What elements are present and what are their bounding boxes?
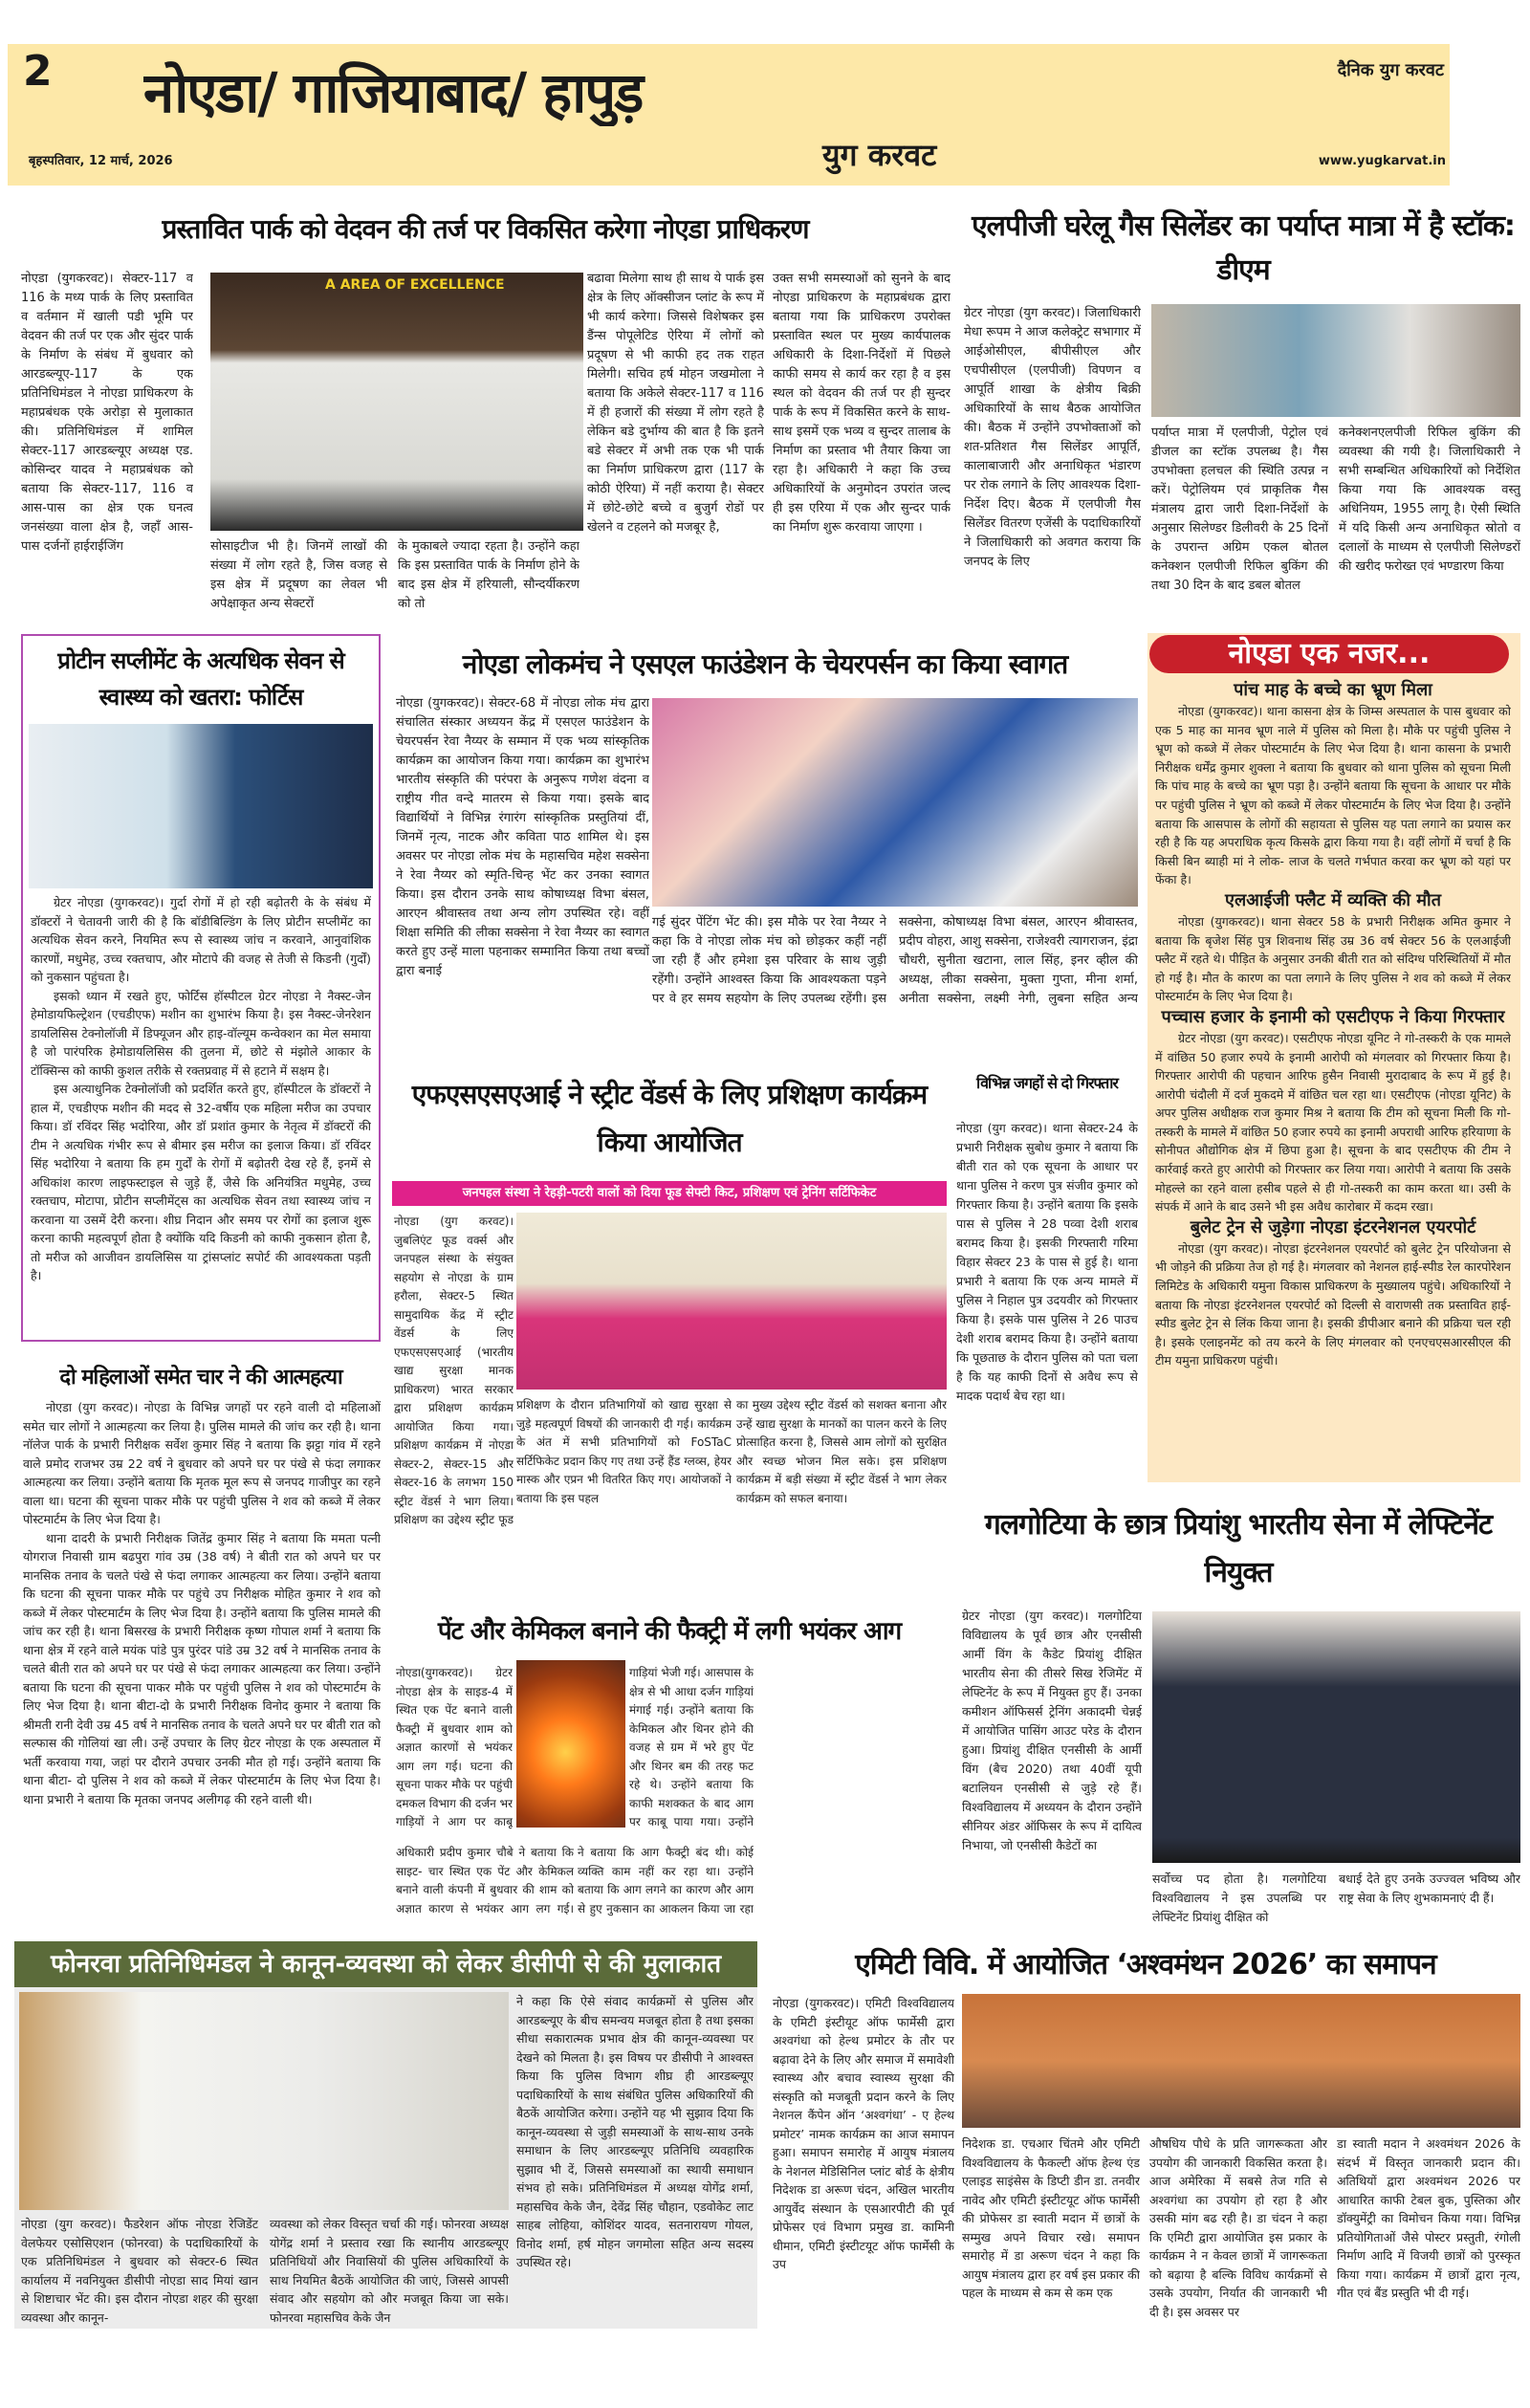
article-fire-col1: नोएडा(युगकरवट)। ग्रेटर नोएडा क्षेत्र के साइड-4 में स्थित एक पेंट बनाने वाली फैक्ट्री में बुधवार शाम को अज्ञात कारणों से भयंकर आग लग गई। घटना की सूचना पाकर मौके पर पहुंची दमकल विभाग की दर्जन भर गाड़ियों ने आग पर काबू: [396, 1666, 513, 1828]
photo-lpg-meeting: [1151, 304, 1520, 417]
paper-name-top: दैनिक युग करवट: [1337, 60, 1444, 80]
article-galgotia-col3: बधाई देते हुए उनके उज्ज्वल भविष्य और राष्ट्र सेवा के लिए शुभकामनाएं दी हैं।: [1339, 1872, 1520, 1905]
issue-date: बृहस्पतिवार, 12 मार्च, 2026: [29, 154, 173, 168]
photo-fssai-training: [516, 1213, 947, 1390]
article-amity-col4: डा स्वाती मदान ने अश्वमंथन 2026 के संदर्भ में विस्तृत जानकारी प्रदान की। अतिथियों द्वारा अश्वमंथन 2026 पर आधारित काफी टेबल बुक, पुस्तिका और डॉक्युमेंट्री का विमोचन किया गया। विभिन्न प्रतियोगिताओं जैसे पोस्टर प्रस्तुती, रंगोली निर्माण आदि में विजयी छात्रों को पुरस्कृत किया गया। कार्यक्रम में छात्रों द्वारा नृत्य, गीत एवं बैंड प्रस्तुति भी दी गई।: [1337, 2136, 1520, 2300]
nazar-item-text: ग्रेटर नोएडा (युग करवट)। एसटीएफ नोएडा यूनिट ने गो-तस्करी के एक मामले में वांछित 50 हजार रुपये के इनामी आरोपी को मंगलवार को गिरफ्तार किया है। गिरफ्तार आरोपी की पहचान आरिफ हुसैन निवासी मुरादाबाद के रूप में हुई है। आरोपी चंदौली में दर्ज मुकदमे में वांछित चल रहा था। एसटीएफ (नोएडा यूनिट) के अपर पुलिस अधीक्षक राज कुमार मिश्र ने बताया कि टीम को सूचना मिली कि गो-तस्करी के मामले में वांछित 50 हजार रुपये का इनामी अपराधी आरिफ हरियाणा के सोनीपत औद्योगिक क्षेत्र में छिपा हुआ है। सूचना के बाद एसटीएफ की टीम ने कार्रवाई करते हुए आरोपी को गिरफ्तार कर लिया गया। आरोपी ने बताया कि उसके मोहल्ले का रहने वाला हसीब पहले से ही गो-तस्करी का काम करता था। उसी के संपर्क में आने के बाद उसने भी इस अवैध कारोबार में कदम रखा।: [1155, 1030, 1511, 1215]
headline-fssai: एफएसएसएआई ने स्ट्रीट वेंडर्स के लिए प्रशिक्षण कार्यक्रम किया आयोजित: [411, 1079, 928, 1158]
article-park-col3: के मुकाबले ज्यादा रहता है। उन्होंने कहा कि इस प्रस्तावित पार्क के निर्माण होने के बाद इस क्षेत्र में हरियाली, सौन्दर्यीकरण को तो: [398, 539, 579, 611]
article-amity-col2: निदेशक डा. एचआर चिंतमे और एमिटी विश्वविद्यालय के फैकल्टी ऑफ हेल्थ एंड एलाइड साइंसेस के डिप्टी डीन डा. तनवीर नावेद और एमिटी इंस्टीटयूट ऑफ फार्मेसी की प्रोफेसर डा स्वाती मदान में छात्रों के सम्मुख अपने विचार रखे। समापन समारोह में डा अरूण चंदन ने कहा कि आयुष मंत्रालय द्वारा हर वर्ष इस प्रकार की पहल के माध्यम से कम से कम एक: [962, 2136, 1140, 2300]
article-fire-col2: गाड़ियां भेजी गई। आसपास के क्षेत्र से भी आधा दर्जन गाड़ियां मंगाई गई। उन्होंने बताया कि केमिकल और थिनर होने की वजह से ग्रम में भरे हुए पेंट और थिनर बम की तरह फट रहे थे। उन्होंने बताया कि काफी मशक्कत के बाद आग पर काबू पाया गया। उन्होंने: [629, 1666, 754, 1828]
suicide-p2: थाना दादरी के प्रभारी निरीक्षक जितेंद्र कुमार सिंह ने बताया कि ममता पत्नी योगराज निवासी ग्राम बढपुरा गांव उम्र (38 वर्ष) ने बीती रात को अपने घर पर मानसिक तनाव के चलते पंखे से फंदा लगाकर आत्महत्या कर लिया। उन्होंने बताया कि घटना की सूचना पाकर मौके पर पहुंचे उप निरीक्षक मोहित कुमार ने शव को कब्जे में लेकर पोस्टमार्टम के लिए भेज दिया है। उन्होंने बताया कि पुलिस मामले की जांच कर रही है। थाना बिसरख के प्रभारी निरीक्षक कृष्ण गोपाल शर्मा ने बताया कि थाना क्षेत्र में रहने वाले मयंक पांडे पुत्र पुरंदर पांडे उम्र 32 वर्ष ने मानसिक तनाव के चलते बीती रात को अपने घर पर पंखे से फंदा लगाकर आत्महत्या कर लिया। उन्होंने बताया कि घटना की सूचना पाकर मौके पर पहुंची पुलिस ने शव को पोस्टमार्टम के लिए भेज दिया है। थाना बीटा-दो के प्रभारी निरीक्षक विनोद कुमार ने बताया कि श्रीमती रानी देवी उम्र 45 वर्ष ने मानसिक तनाव के चलते अपने घर पर बीती रात को सल्फास की गोलियां खा ली। उन्हें उपचार के लिए ग्रेटर नोएडा के एक अस्पताल में भर्ती करवाया गया, जहां पर दौराने उपचार उनकी मौत हो गई। उन्होंने बताया कि थाना बीटा- दो पुलिस ने शव को कब्जे में लेकर पोस्टमार्टम के लिए भेज दिया है। थाना प्रभारी ने बताया कि मृतका जनपद अलीगढ़ की रहने वाली थी।: [23, 1530, 381, 1806]
nazar-item-title: पांच माह के बच्चे का भ्रूण मिला: [1234, 680, 1432, 700]
headline-fonrwa: फोनरवा प्रतिनिधिमंडल ने कानून-व्यवस्था को लेकर डीसीपी से की मुलाकात: [14, 1941, 757, 1987]
section-title: नोएडा/ गाजियाबाद/ हापुड़: [143, 60, 643, 125]
nazar-item: [1155, 1216, 1511, 1370]
nazar-item-text: नोएडा (युगकरवट)। थाना कासना क्षेत्र के जिम्स अस्पताल के पास बुधवार को एक 5 माह का मानव भ्रूण नाले में पुलिस को मिला है। मौके पर पहुंची पुलिस ने भ्रूण को कब्जे में लेकर पोस्टमार्टम के लिए भेज दिया है। थाना कासना के प्रभारी निरीक्षक धर्मेंद्र कुमार शुक्ला ने बताया कि बुधवार को थाना पुलिस को सूचना मिली कि पांच माह के बच्चे का भ्रूण पड़ा है। उन्होंने बताया कि सूचना के आधार पर मौके पर पहुंची पुलिस ने भ्रूण को कब्जे में लेकर पोस्टमार्टम के लिए भेज दिया है। उन्होंने बताया कि आसपास के लोगों की सहायता से पुलिस यह पता लगाने का प्रयास कर रही है कि यह अपराधिक कृत्य किसके द्वारा किया गया है। वहीं लोगों में चर्चा है कि किसी बिन ब्याही मां ने लोक- लाज के चलते गर्भपात करवा कर भ्रूण को यहां पर फेंका है।: [1155, 704, 1511, 887]
nazar-item: [1155, 679, 1511, 889]
nazar-items: [1155, 679, 1511, 1478]
article-protein-body: [31, 893, 371, 1337]
article-fire-col4: ने बताया कि आग फैक्ट्री बंद थी। कोई व्यक्ति काम नहीं कर रहा था। उन्होंने बताया कि आग लगने का कारण और आग से हुए नुकसान का आकलन किया जा रहा: [578, 1846, 754, 1915]
suicide-p1: नोएडा (युग करवट)। नोएडा के विभिन्न जगहों पर रहने वाली दो महिलाओं समेत चार लोगों ने आत्महत्या कर लिया है। पुलिस मामले की जांच कर रही है। थाना नॉलेज पार्क के प्रभारी निरीक्षक सर्वेश कुमार सिंह ने बताया कि झट्टा गांव में रहने वाले प्रमोद राजभर उम्र 22 वर्ष ने बुधवार को अपने घर पर पंखे से फंदा लगाकर आत्महत्या कर लिया। उन्होंने बताया कि मृतक मूल रूप से जनपद गाजीपुर का रहने वाला था। घटना की सूचना पाकर मौके पर पहुंची पुलिस ने शव को कब्जे में लेकर पोस्टमार्टम के लिए भेज दिया है।: [23, 1400, 381, 1526]
nazar-item: [1155, 889, 1511, 1006]
headline-suicide: दो महिलाओं समेत चार ने की आत्महत्या: [59, 1366, 342, 1390]
article-fonrwa-col1: नोएडा (युग करवट)। फैडरेशन ऑफ नोएडा रेजिडेंट वेलफेयर एसोसिएशन (फोनरवा) के पदाधिकारियों के एक प्रतिनिधिमंडल ने बुधवार को सेक्टर-6 स्थित कार्यालय में नवनियुक्त डीसीपी नोएडा साद मियां खान से शिष्टाचार भेंट की। इस दौरान नोएडा शहर की सुरक्षा व्यवस्था और कानून-: [21, 2217, 258, 2325]
article-lpg-col3: कनेक्शनएलपीजी रिफिल बुकिंग की व्यवस्था की गयी है। जिलाधिकारी ने सभी सम्बन्धित अधिकारियों को निर्देशित किया गया कि आवश्यक वस्तु अधिनियम, 1955 लागू है। ऐसी स्थिति में यदि किसी अन्य अनाधिकृत स्रोतो व दलालों के माध्यम से एलपीजी सिलेण्डरों की खरीद फरोख्त एवं भण्डारण किया: [1339, 426, 1520, 574]
photo-fonrwa-meeting: [19, 1992, 509, 2210]
photo-fire: [516, 1660, 625, 1828]
nazar-item-text: नोएडा (युगकरवट)। थाना सेक्टर 58 के प्रभारी निरीक्षक अमित कुमार ने बताया कि बृजेश सिंह पुत्र शिवनाथ सिंह उम्र 36 वर्ष सेक्टर 56 के एलआईजी फ्लैट में रहते थे। पीड़ित के अनुसार उनकी बीती रात को संदिग्ध परिस्थितियों में मौत हो गई है। मौत के कारण का पता लगाने के लिए पुलिस ने शव को कब्जे में लेकर पोस्टमार्टम के लिए भेज दिया है।: [1155, 913, 1511, 1004]
photo-galgotia-cadets: [1152, 1611, 1520, 1863]
article-fssai-col1: नोएडा (युग करवट)। जुबलिएंट फूड वर्क्स और जनपहल संस्था के संयुक्त सहयोग से नोएडा के ग्राम हरौला, सेक्टर-5 स्थित सामुदायिक केंद्र में स्ट्रीट वेंडर्स के लिए एफएसएसएआई (भारतीय खाद्य सुरक्षा मानक प्राधिकरण) भारत सरकार द्वारा प्रशिक्षण कार्यक्रम आयोजित किया गया। प्रशिक्षण कार्यक्रम में नोएडा सेक्टर-2, सेक्टर-15 और सेक्टर-16 के लगभग 150 स्ट्रीट वेंडर्स ने भाग लिया। प्रशिक्षण का उद्देश्य स्ट्रीट फूड: [394, 1215, 514, 1526]
headline-protein: प्रोटीन सप्लीमेंट के अत्यधिक सेवन से स्वास्थ्य को खतरा: फोर्टिस: [57, 647, 344, 711]
article-fonrwa-col2: व्यवस्था को लेकर विस्तृत चर्चा की गई। फोनरवा अध्यक्ष योगेंद्र शर्मा ने प्रस्ताव रखा कि स्थानीय आरडब्ल्यूए प्रतिनिधियों और निवासियों की पुलिस अधिकारियों के साथ नियमित बैठकें आयोजित की जाएं, जिससे आपसी संवाद और सहयोग को और मजबूत किया जा सके। फोनरवा महासचिव केके जैन: [270, 2217, 509, 2325]
headline-fire: पेंट और केमिकल बनाने की फैक्ट्री में लगी भयंकर आग: [437, 1617, 902, 1646]
photo-amity-event: [962, 1994, 1520, 2128]
article-park-col4: बढावा मिलेगा साथ ही साथ ये पार्क इस क्षेत्र के लिए ऑक्सीजन प्लांट के रूप में भी कार्य करेगा। जिससे विशेषकर इस डैंन्स पोपूलेटिड ऐरिया में लोगों को प्रदूषण से भी काफी हद तक राहत मिलेगी। सचिव हर्ष मोहन जखमोला ने बताया कि अकेले सेक्टर-117 व 116 में ही हजारों की संख्या में लोग रहते है लेकिन बडे दुर्भाग्य की बात है कि इतने बडे सेक्टर में अभी तक एक भी पार्क का निर्माण प्राधिकरण द्वारा (117 के कोठी ऐरिया) में नहीं कराया है। सेक्टर में छोटे-छोटे बच्चे व बुजुर्ग रोडों पर खेलने व टहलने को मजबूर है,: [587, 272, 764, 535]
paper-name: युग करवट: [822, 137, 937, 173]
nazar-item-title: पच्चास हजार के इनामी को एसटीएफ ने किया गिरफ्तार: [1161, 1006, 1505, 1027]
article-park-col5: उक्त सभी समस्याओं को सुनने के बाद नोएडा प्राधिकरण के महाप्रबंधक द्वारा बताया गया कि प्राधिकरण उपरोक्त प्रस्तावित स्थल पर मुख्य कार्यपालक अधिकारी के दिशा-निर्देशों में पिछले काफी समय से कार्य कर रहा है व इस स्थल को वेदवन की तर्ज पर ही सुन्दर पार्क के रूप में विकसित करने के साथ-साथ इसमें एक भव्य व सुन्दर तालाब के निर्माण का प्रस्ताव भी तैयार किया जा रहा है। अधिकारी ने कहा कि उच्च अधिकारियों के अनुमोदन उपरांत जल्द ही इस एरिया में एक और सुन्दर पार्क का निर्माण शुरू करवाया जाएगा ।: [773, 272, 951, 535]
headline-park: प्रस्तावित पार्क को वेदवन की तर्ज पर विकसित करेगा नोएडा प्राधिकरण: [162, 213, 809, 245]
nazar-item: [1155, 1006, 1511, 1216]
headline-lokmanch: नोएडा लोकमंच ने एसएल फाउंडेशन के चेयरपर्सन का किया स्वागत: [462, 648, 1068, 680]
article-lpg-col1: ग्रेटर नोएडा (युग करवट)। जिलाधिकारी मेधा रूपम ने आज कलेक्ट्रेट सभागार में आईओसीएल, बीपीसीएल और एचपीसीएल (एलपीजी) विपणन व आपूर्ति शाखा के क्षेत्रीय बिक्री अधिकारियों के साथ बैठक आयोजित की। बैठक में उन्होंने उपभोक्ताओं को शत-प्रतिशत गैस सिलेंडर आपूर्ति, कालाबाजारी और अनाधिकृत भंडारण पर रोक लगाने के लिए आवश्यक दिशा-निर्देश दिए। बैठक में एलपीजी गैस सिलेंडर वितरण एजेंसी के पदाधिकारियों ने जिलाधिकारी को अवगत कराया कि जनपद के लिए: [964, 306, 1141, 569]
nazar-item-text: नोएडा (युग करवट)। नोएडा इंटरनेशनल एयरपोर्ट को बुलेट ट्रेन परियोजना से भी जोड़ने की प्रक्रिया तेज हो गई है। मंगलवार को नेशनल हाई-स्पीड रेल कारपोरेशन लिमिटेड के अधिकारी यमुना विकास प्राधिकरण के मुख्यालय पहुंचे। अधिकारियों ने बताया कि नोएडा इंटरनेशनल एयरपोर्ट को दिल्ली से वाराणसी तक प्रस्तावित हाई-स्पीड बुलेट ट्रेन से लिंक किया जाना है। इसकी डीपीआर बनाने की प्रक्रिया चल रही है। इसके एलाइनमेंट को तय करने के लिए मंगलवार को एनएचएसआरसीएल की टीम यमुना प्राधिकरण पहुंची।: [1155, 1240, 1511, 1368]
photo-protein-doctors: [29, 724, 373, 888]
article-fssai-col3: का मुख्य उद्देश्य स्ट्रीट वेंडर्स को सशक्त बनाना और उन्हें खाद्य सुरक्षा के मानकों का पालन करने के लिए प्रोत्साहित करना है, जिससे आम लोगों को सुरक्षित और स्वच्छ भोजन मिल सके। इस प्रशिक्षण कार्यक्रम में बड़ी संख्या में स्ट्रीट वेंडर्स ने भाग लेकर कार्यक्रम को सफल बनाया।: [736, 1398, 947, 1505]
article-amity-col3: औषधिय पौधे के प्रति जागरूकता और उपयोग की जानकारी विकसित करता है। आज अमेरिका में सबसे तेज गति से अश्वगंधा का उपयोग हो रहा है और उसकी मांग बढ रही है। डा चंदन ने कहा कि एमिटी द्वारा आयोजित इस प्रकार के कार्यक्रम ने न केवल छात्रों में जागरूकता को बढ़ाया है बल्कि विविध कार्यक्रमों से उसके उपयोग, निर्यात की जानकारी भी दी है। इस अवसर पर: [1149, 2136, 1327, 2319]
headline-amity: एमिटी विवि. में आयोजित ‘अश्वमंथन 2026’ का समापन: [855, 1948, 1436, 1981]
article-park-col1: नोएडा (युगकरवट)। सेक्टर-117 व 116 के मध्य पार्क के लिए प्रस्तावित व वर्तमान में खाली पडी भूमि पर वेदवन की तर्ज पर एक और सुंदर पार्क के निर्माण के संबंध में बुधवार को आरडब्ल्यूए-117 के एक प्रतिनिधिमंडल ने नोएडा प्राधिकरण के महाप्रबंधक एके अरोड़ा से मुलाकात की। प्रतिनिधिमंडल में शामिल सेक्टर-117 आरडब्ल्यूए अध्यक्ष एड. कोसिन्दर यादव ने महाप्रबंधक को बताया कि सेक्टर-117, 116 व आस-पास का क्षेत्र एक घनत्व जनसंख्या वाला क्षेत्र है, जहाँ आस-पास दर्जनों हाईराईजिंग: [21, 272, 193, 554]
article-lokmanch-col2: गई सुंदर पेंटिंग भेंट की। इस मौके पर रेवा नैय्यर ने कहा कि वे नोएडा लोक मंच को छोड़कर कहीं नहीं जा रही हैं और हमेशा इस परिवार के साथ जुड़ी रहेंगी। उन्होंने आश्वस्त किया कि आवश्यकता पड़ने पर वे हर समय सहयोग के लिए उपलब्ध रहेंगी। इस: [652, 915, 886, 1006]
headline-galgotia: गलगोटिया के छात्र प्रियांशु भारतीय सेना में लेफ्टिनेंट नियुक्त: [984, 1508, 1493, 1589]
article-lpg-col2: पर्याप्त मात्रा में एलपीजी, पेट्रोल एवं डीजल का स्टॉक उपलब्ध है। गैस उपभोक्ता हलचल की स्थिति उत्पन्न न करें। पेट्रोलियम एवं प्राकृतिक गैस मंत्रालय द्वारा जारी दिशा-निर्देशों के अनुसार सिलेण्डर डिलीवरी के 25 दिनों के उपरान्त अग्रिम एकल बोतल कनेक्शन एलपीजी रिफिल बुकिंग की तथा 30 दिन के बाद डबल बोतल: [1151, 426, 1328, 593]
headline-lpg: एलपीजी घरेलू गैस सिलेंडर का पर्याप्त मात्रा में है स्टॉक: डीएम: [972, 209, 1515, 287]
fssai-strap: जनपहल संस्था ने रेहड़ी-पटरी वालों को दिया फूड सेफ्टी किट, प्रशिक्षण एवं ट्रेनिंग सर्टिफिकेट: [392, 1181, 947, 1206]
photo-lokmanch-event: [652, 698, 1138, 907]
article-arrests: नोएडा (युग करवट)। थाना सेक्टर-24 के प्रभारी निरीक्षक सुबोध कुमार ने बताया कि बीती रात को एक सूचना के आधार पर थाना पुलिस ने करण पुत्र संजीव कुमार को गिरफ्तार किया है। उन्होंने बताया कि इसके पास से पुलिस ने 28 पव्वा देशी शराब बरामद किया है। इसकी गिरफ्तारी गरिमा विहार सेक्टर 23 के पास से हुई है। थाना प्रभारी ने बताया कि एक अन्य मामले में पुलिस ने निहाल पुत्र उदयवीर को गिरफ्तार किया है। इसके पास पुलिस ने 26 पाउच देशी शराब बरामद किया है। उन्होंने बताया कि पूछताछ के दौरान पुलिस को पता चला है कि यह काफी दिनों से अवैध रूप से मादक पदार्थ बेच रहा था।: [956, 1121, 1138, 1403]
article-suicide-body: [23, 1398, 381, 1911]
protein-p3: इस अत्याधुनिक टेक्नोलॉजी को प्रदर्शित करते हुए, हॉस्पीटल के डॉक्टरों ने हाल में, एचडीएफ मशीन की मदद से 32-वर्षीय एक महिला मरीज का उपचार किया। डॉ रविंदर सिंह भदोरिया, और डॉ प्रशांत कुमार के नेतृत्व में डॉक्टरों की टीम ने अत्यधिक गंभीर रूप से बीमार इस मरीज का इलाज किया। डॉ रविंदर सिंह भदोरिया ने बताया कि हम गुर्दों के रोगों में बढ़ोतरी देख रहे हैं, इनमें से अधिकांश कारण लाइफस्टाइल से जुड़े हैं, जैसे कि अनियंत्रित मधुमेह, उच्च रक्तचाप, मोटापा, प्रोटीन सप्लीमेंट्स का अत्यधिक सेवन तथा स्वास्थ्य जांच न करवाना या उसमें देरी करना। शीघ्र निदान और समय पर रोगों का इलाज शुरू करना काफी महत्वपूर्ण होता है क्योंकि यदि किडनी को काफी नुकसान होता है, तो मरीज को आजीवन डायलिसिस या ट्रांसप्लांट सपोर्ट की आवश्यकता पड़ती है।: [31, 1082, 371, 1282]
website: www.yugkarvat.in: [1318, 154, 1446, 168]
headline-arrests: विभिन्न जगहों से दो गिरफ्तार: [976, 1074, 1118, 1092]
article-galgotia-col2: सर्वोच्च पद होता है। गलगोटिया विश्वविद्यालय ने इस उपलब्धि पर लेफ्टिनेंट प्रियांशु दीक्षित को: [1152, 1872, 1326, 1924]
article-amity-col1: नोएडा (युगकरवट)। एमिटी विश्वविद्यालय के एमिटी इंस्टीयूट ऑफ फार्मेसी द्वारा अश्वगंधा को हेल्थ प्रमोटर के तौर पर बढ़ावा देने के लिए और समाज में समावेशी स्वास्थ्य और बचाव स्वास्थ्य सुरक्षा की संस्कृति को मजबूती प्रदान करने के लिए नेशनल कैंपेन ऑन ‘अश्वगंधा’ - ए हेल्थ प्रमोटर’ नामक कार्यक्रम का आज समापन हुआ। समापन समारोह में आयुष मंत्रालय के नेशनल मेडिसिनिल प्लांट बोर्ड के क्षेत्रीय निदेशक डा अरूण चंदन, अखिल भारतीय आयुर्वेद संस्थान के एसआरपीटी की पूर्व प्रोफेसर एवं विभाग प्रमुख डा. कामिनी धीमान, एमिटी इंस्टीटयूट ऑफ फार्मेसी के उप: [773, 1996, 954, 2271]
article-park-col2: सोसाइटीज भी है। जिनमें लाखों की संख्या में लोग रहते है, जिस वजह से इस क्षेत्र में प्रदूषण का लेवल भी अपेक्षाकृत अन्य सेक्टरों: [210, 539, 387, 611]
photo-park-meeting: [210, 273, 583, 531]
page-number: 2: [23, 47, 53, 96]
nazar-banner: नोएडा एक नजर...: [1149, 635, 1509, 673]
photo-sign: A AREA OF EXCELLENCE: [325, 277, 505, 293]
nazar-item-title: एलआईजी फ्लैट में व्यक्ति की मौत: [1225, 889, 1441, 910]
article-galgotia-col1: ग्रेटर नोएडा (युग करवट)। गलगोटिया विविद्यालय के पूर्व छात्र और एनसीसी आर्मी विंग के कैडेट प्रियांशु दीक्षित भारतीय सेना की तीसरे सिख रेजिमेंट में लेफ्टिनेंट के रूप में नियुक्त हुए हैं। उनका कमीशन ऑफिसर्स ट्रेनिंग अकादमी चेन्नई में आयोजित पासिंग आउट परेड के दौरान हुआ। प्रियांशु दीक्षित एनसीसी के आर्मी विंग (बैच 2020) तथा 40वीं यूपी बटालियन एनसीसी से जुड़े रहे हैं। विश्वविद्यालय में अध्ययन के दौरान उन्होंने सीनियर अंडर ऑफिसर के रूप में दायित्व निभाया, जो एनसीसी कैडेटों का: [962, 1609, 1142, 1852]
article-lokmanch-col1: नोएडा (युगकरवट)। सेक्टर-68 में नोएडा लोक मंच द्वारा संचालित संस्कार अध्ययन केंद्र में एसएल फाउंडेशन के चेयरपर्सन रेवा नैय्यर के सम्मान में एक भव्य सांस्कृतिक कार्यक्रम का आयोजन किया गया। कार्यक्रम का शुभारंभ भारतीय संस्कृति की परंपरा के अनुरूप गणेश वंदना व राष्ट्रीय गीत वन्दे मातरम से किया गया। इसके बाद विद्यार्थियों ने विभिन्न रंगारंग सांस्कृतिक प्रस्तुतियां दीं, जिनमें नृत्य, नाटक और कविता पाठ शामिल थे। इस अवसर पर नोएडा लोक मंच के महासचिव महेश सक्सेना ने रेवा नैय्यर को स्मृति-चिन्ह भेंट कर उनका स्वागत किया। इस दौरान उनके साथ कोषाध्यक्ष विभा बंसल, आरएन श्रीवास्तव तथा अन्य लोग उपस्थित रहे। वहीं शिक्षा समिति की लीका सक्सेना ने रेवा नैय्यर का स्वागत करते हुए उन्हें माला पहनाकर सम्मानित किया तथा बच्चों द्वारा बनाई: [396, 696, 649, 978]
article-fssai-col2: प्रशिक्षण के दौरान प्रतिभागियों को खाद्य सुरक्षा से जुड़े महत्वपूर्ण विषयों की जानकारी दी गई। कार्यक्रम के अंत में सभी प्रतिभागियों को FoSTaC सर्टिफिकेट प्रदान किए गए तथा उन्हें हैंड ग्लव्स, हेयर मास्क और एप्रन भी वितरित किए गए। आयोजकों ने बताया कि इस पहल: [516, 1398, 732, 1505]
article-fire-col3: अधिकारी प्रदीप कुमार चौबे ने बताया कि साइट- चार स्थित एक पेंट और केमिकल बनाने वाली कंपनी में बुधवार की शाम को अज्ञात कारण से भयंकर आग लग गई।: [396, 1846, 574, 1915]
article-fonrwa-col3: ने कहा कि ऐसे संवाद कार्यक्रमों से पुलिस और आरडब्ल्यूए के बीच समन्वय मजबूत होता है तथा इसका सीधा सकारात्मक प्रभाव क्षेत्र की कानून-व्यवस्था पर देखने को मिलता है। इस विषय पर डीसीपी ने आश्वस्त किया कि पुलिस विभाग शीघ्र ही आरडब्ल्यूए पदाधिकारियों के साथ संबंधित पुलिस अधिकारियों की बैठकें आयोजित करेगा। उन्होंने यह भी सुझाव दिया कि कानून-व्यवस्था से जुड़ी समस्याओं के साथ-साथ उनके समाधान के लिए आरडब्ल्यूए प्रतिनिधि व्यवहारिक सुझाव भी दें, जिससे समस्याओं का स्थायी समाधान संभव हो सके। प्रतिनिधिमंडल में अध्यक्ष योगेंद्र शर्मा, महासचिव केके जैन, देवेंद्र सिंह चौहान, एडवोकेट लाट साहब लोहिया, कोशिंदर यादव, सतनारायण गोयल, विनोद शर्मा, हर्ष मोहन जगमोला सहित अन्य सदस्य उपस्थित रहे।: [516, 1994, 754, 2269]
article-lokmanch-col3: सक्सेना, कोषाध्यक्ष विभा बंसल, आरएन श्रीवास्तव, प्रदीप वोहरा, आशु सक्सेना, राजेश्वरी त्यागराजन, इंद्रा चौधरी, सुनीता खटाना, लाल सिंह, इनर व्हील की अध्यक्ष, लीका सक्सेना, मुक्ता गुप्ता, मीना शर्मा, अनीता सक्सेना, लक्ष्मी नेगी, लुबना सहित अन्य: [899, 915, 1138, 1006]
protein-p1: ग्रेटर नोएडा (युगकरवट)। गुर्दा रोगों में हो रही बढ़ोतरी के के संबंध में डॉक्टरों ने चेतावनी जारी की है कि बॉडीबिल्डिंग के लिए प्रोटीन सप्लीमेंट का अत्यधिक सेवन करने, नियमित रूप से स्वास्थ्य जांच न करवाने, आनुवांशिक कारणों, मधुमेह, उच्च रक्तचाप, और मोटापे की वजह से तेजी से किडनी (गुर्दों) को नुकसान पहुंचता है।: [31, 895, 371, 984]
nazar-item-title: बुलेट ट्रेन से जुड़ेगा नोएडा इंटरनेशनल एयरपोर्ट: [1190, 1216, 1476, 1237]
protein-p2: इसको ध्यान में रखते हुए, फोर्टिस हॉस्पीटल ग्रेटर नोएडा ने नैक्स्ट-जेन हेमोडायफिल्ट्रेशन (एचडीएफ) मशीन का शुभारंभ किया है। इस नैक्स्ट-जेनरेशन डायलिसिस टेक्नोलॉजी में डिफ्यूजन और हाइ-वॉल्यूम कन्वेक्शन का मेल समाया है जो पारंपरिक हेमोडायलिसिस की तुलना में, छोटे से मंझोले आकार के टॉक्सिन्स को काफी कुशल तरीके से रक्तप्रवाह में से हटाने में सक्षम है।: [31, 988, 371, 1078]
